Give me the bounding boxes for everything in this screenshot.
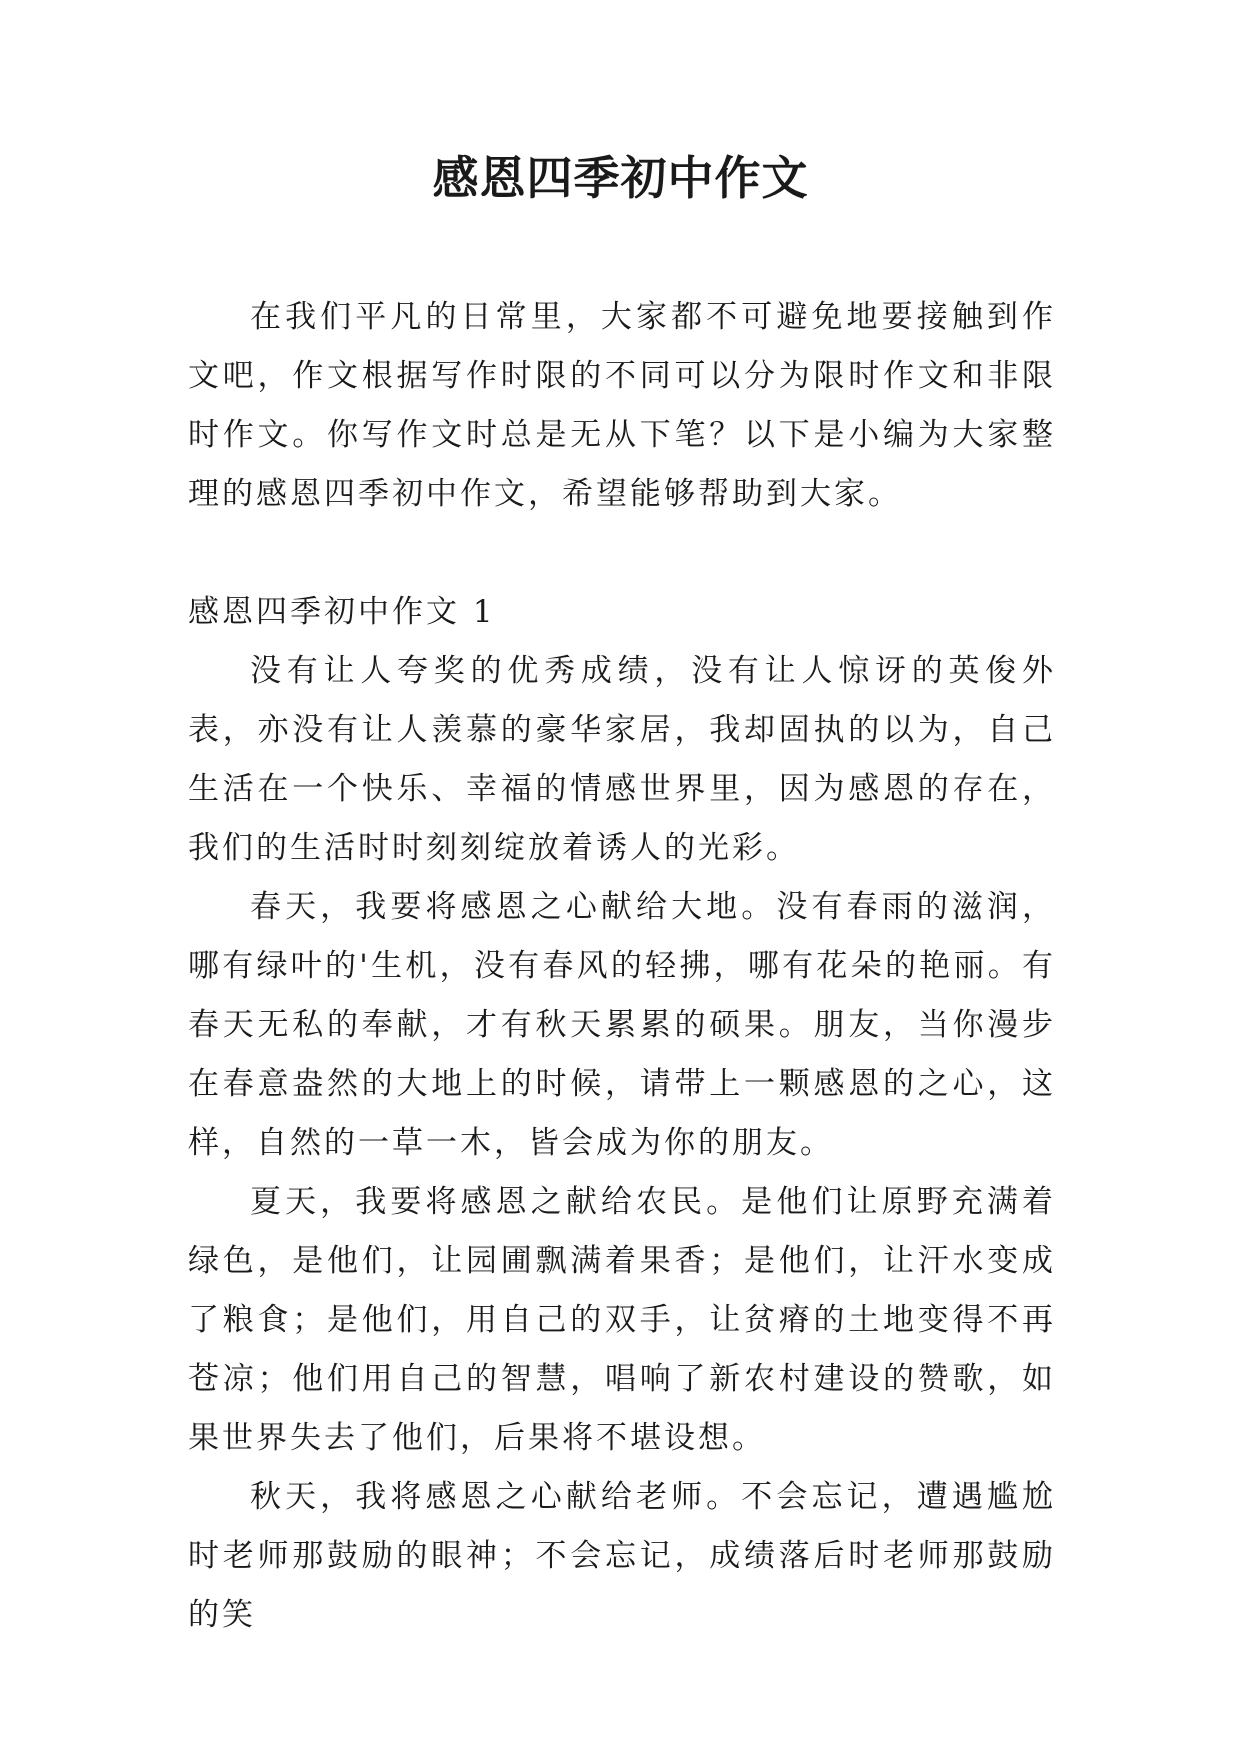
body-paragraph-1: 没有让人夸奖的优秀成绩，没有让人惊讶的英俊外表，亦没有让人羡慕的豪华家居，我却固执的以为，自己生活在一个快乐、幸福的情感世界里，因为感恩的存在，我们的生活时时刻刻绽放着诱人的光彩。 — [188, 653, 1056, 866]
intro-paragraph: 在我们平凡的日常里，大家都不可避免地要接触到作文吧，作文根据写作时限的不同可以分为限时作文和非限时作文。你写作文时总是无从下笔？以下是小编为大家整理的感恩四季初中作文，希望能够帮助到大家。 — [188, 299, 1056, 512]
body-paragraph-4: 秋天，我将感恩之心献给老师。不会忘记，遭遇尴尬时老师那鼓励的眼神；不会忘记，成绩落后时老师那鼓励的笑 — [188, 1479, 1056, 1633]
body-paragraph-2: 春天，我要将感恩之心献给大地。没有春雨的滋润，哪有绿叶的'生机，没有春风的轻拂，哪有花朵的艳丽。有春天无私的奉献，才有秋天累累的硕果。朋友，当你漫步在春意盎然的大地上的时候，请带上一颗感恩的之心，这样，自然的一草一木，皆会成为你的朋友。 — [188, 889, 1056, 1161]
page-title: 感恩四季初中作文 — [432, 151, 809, 205]
body-paragraph-3: 夏天，我要将感恩之献给农民。是他们让原野充满着绿色，是他们，让园圃飘满着果香；是他们，让汗水变成了粮食；是他们，用自己的双手，让贫瘠的土地变得不再苍凉；他们用自己的智慧，唱响了新农村建设的赞歌，如果世界失去了他们，后果将不堪设想。 — [188, 1184, 1056, 1456]
document-body — [188, 288, 1056, 1645]
section-heading: 感恩四季初中作文 1 — [188, 594, 496, 630]
